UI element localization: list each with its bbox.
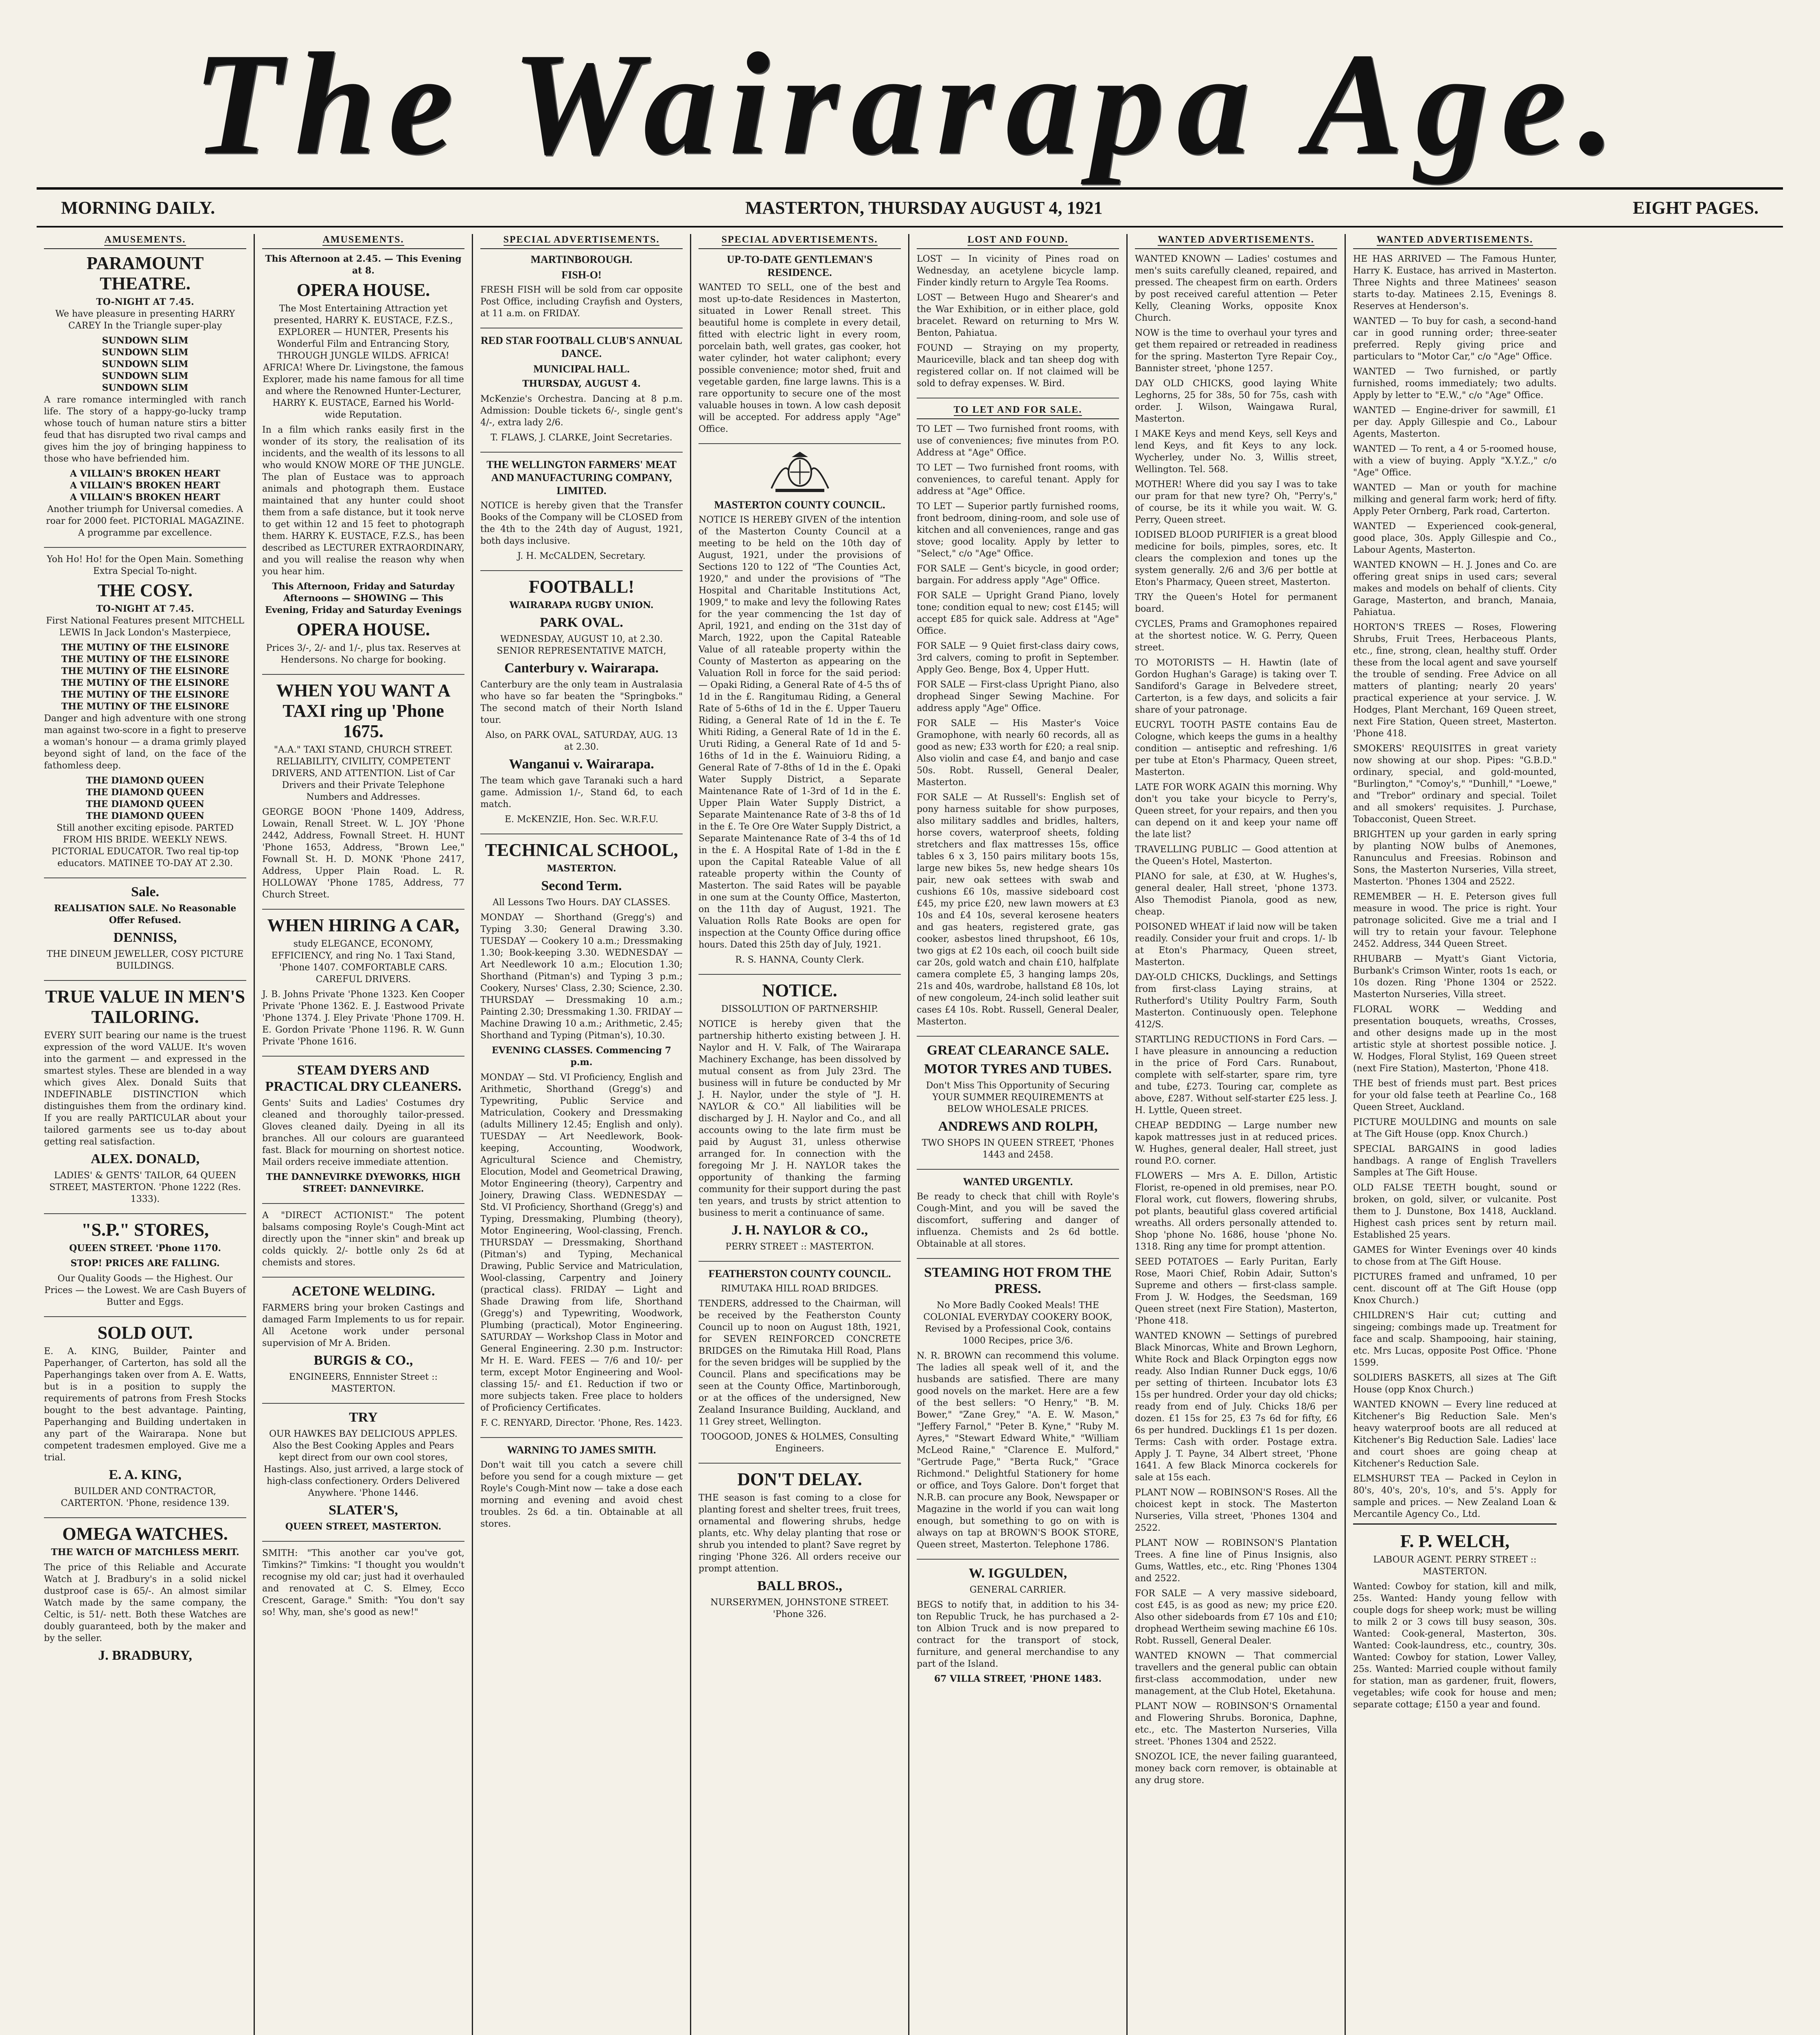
labour-agent-ad — [1353, 1523, 1557, 1719]
classified-item: BRIGHTEN up your garden in early spring by planting NOW bulbs of Anemones, Ranunculus and Freesias. Robinson and Sons, the Masterton Nurseries, Villa street, Masterton. 'Phones 1304 and 2522. — [1353, 829, 1557, 887]
classified-item: OLD FALSE TEETH bought, sound or broken, on gold, silver, or vulcanite. Post them to J. Dunstone, Box 1418, Auckland. Highest cash prices sent by return mail. Established 25 years. — [1353, 1183, 1557, 1240]
ad-text: The price of this Reliable and Accurate Watch at J. Bradbury's in a solid nickel dustproof case is 65/-. An almost similar Watch made by the same company, the Celtic, is 51/- nett. Both these Watches are doubly guaranteed, both by the maker and by the seller. — [44, 1562, 246, 1643]
ad-text: MONDAY — Std. VI Proficiency, English and Arithmetic, Shorthand (Gregg's) and Typewriting, Public Service and Matriculation, Cookery and Dressmaking (adults Millinery 12.45; English and only). TUESDAY — Art Needlework, Book-keeping, Accounting, Woodwork, Agricultural Science and Chemistry, Elocution, Model and Geometrical Drawing, Motor Engineering (theory), Carpentry and Joinery, Drawing Class. WEDNESDAY — Std. VI Proficiency, Shorthand (Gregg's) and Typing, Dressmaking, Plumbing (theory), Motor Engineering, Wool-classing, French. THURSDAY — Dressmaking, Shorthand (Pitman's) and Typing, Mechanical Drawing, Public Service and Matriculation, Wool-classing, Carpentry and Joinery (practical class). FRIDAY — Light and Shade Drawing from life, Shorthand (Gregg's) and Typewriting, Woodwork, Plumbing (practical), Motor Engineering. SATURDAY — Workshop Class in Motor and General Engineering. 2.30 p.m. Instructor: Mr H. E. Ward. FEES — 7/6 and 10/- per term, except Motor Engineering and Wool-classing 15/- and £1. Reduction if two or more subjects taken. Free place to holders of Proficiency Certificates. — [480, 1072, 683, 1413]
ad-title: WARNING TO JAMES SMITH. — [507, 1444, 656, 1456]
film-title: THE DIAMOND QUEEN — [86, 775, 204, 786]
ad-text: Yoh Ho! Ho! for the Open Main. Something Extra Special To-night. — [46, 554, 244, 576]
film-title: SUNDOWN SLIM — [102, 335, 188, 346]
ad-title: PARAMOUNT THEATRE. — [86, 253, 204, 293]
classified-item: RHUBARB — Myatt's Giant Victoria, Burbank's Crimson Winter, roots 1s each, or 10s dozen. Ring 'Phone 1304 or 2522. Masterton Nurseries, Villa street. — [1353, 954, 1557, 1000]
ad-title: OPERA HOUSE. — [296, 280, 430, 300]
classified-item: FLORAL WORK — Wedding and presentation bouquets, wreaths, Crosses, and other designs made up in the most artistic style at shortest possible notice. J. W. Hodges, Floral Stylist, 169 Queen street (next Fire Station), Masterton, 'Phone 418. — [1353, 1004, 1557, 1074]
classified-item: TRAVELLING PUBLIC — Good attention at the Queen's Hotel, Masterton. — [1135, 845, 1337, 867]
film-title: SUNDOWN SLIM — [102, 347, 188, 358]
ad-time: THURSDAY, AUGUST 4. — [522, 379, 641, 389]
column-lost-found — [909, 234, 1128, 2035]
column-amusements-1 — [37, 234, 255, 2035]
classified-item: CHILDREN'S Hair cut; cutting and singeing; combings made up. Treatment for face and scalp. Shampooing, hair staining, etc. Mrs Lucas, opposite Post Office. 'Phone 1599. — [1353, 1311, 1557, 1368]
column-header: SPECIAL ADVERTISEMENTS. — [480, 234, 683, 249]
ad-subtitle: PARK OVAL. — [540, 615, 623, 630]
let-list — [917, 404, 1119, 1037]
film-title: A VILLAIN'S BROKEN HEART — [70, 492, 221, 503]
redstar-ad — [480, 334, 683, 453]
ad-title: Sale. — [131, 884, 159, 899]
ad-text: EVERY SUIT bearing our name is the truest expression of the word VALUE. It's woven into the garment — and expressed in the smartest styles. These are blended in a way which gives Alex. Donald Suits that INDEFINABLE DISTINCTION which distinguishes them from the ordinary kind. If you are really PARTICULAR about your tailored garments see us to-day about getting real satisfaction. — [44, 1031, 246, 1147]
classified-item: WANTED KNOWN — That commercial travellers and the general public can obtain first-class accommodation, under new management, at the Club Hotel, Eketahuna. — [1135, 1651, 1337, 1696]
ad-text: NOTICE IS HEREBY GIVEN of the intention of the Masterton County Council at a meeting to be held on the 10th day of August, 1921, under the provisions of Sections 120 to 122 of "The Counties Act, 1920," and under the provisions of "The Hospital and Charitable Institutions Act, 1909," to make and levy the following Rates for the year commencing the 1st day of April, 1921, and ending on the 31st day of March, 1922, upon the Capital Rateable Value of all rateable property within the County of Masterton as appearing on the Valuation Roll in force for the said period: — Opaki Riding, a General Rate of 4-5 ths of 1d in the £. Rangitumau Riding, a General Rate of 5-6ths of 1d in the £. Upper Taueru Riding, a General Rate of 1d in the £. Te Whiti Riding, a General Rate of 1d in the £. Uruti Riding, a General Rate of 1d and 5-16ths of 1d in the £. Wainuioru Riding, a General Rate of 7-8ths of 1d in the £. Opaki Water Supply District, a Separate Maintenance Rate of 1-3rd of 1d in the £. Upper Plain Water Supply District, a Separate Maintenance Rate of 3-8 ths of 1d in the £. Te Ore Ore Water Supply District, a Separate Maintenance Rate of 3-4 ths of 1d in the £. A Hospital Rate of 1-8d in the £ upon the Capital Rateable Value of all rateable property within the County of Masterton. The said Rates will be payable in one sum at the County Office, Masterton, on the 11th day of August, 1921. The Valuation Rolls Rate Books are open for inspection at the County Office during office hours. Dated this 25th day of July, 1921. — [699, 515, 901, 950]
lost-list — [917, 253, 1119, 398]
ad-text: Still another exciting episode. PARTED FROM HIS BRIDE. WEEKLY NEWS. PICTORIAL EDUCATOR. Two real tip-top educators. MATINEE TO-DAY AT 2.30. — [51, 823, 239, 869]
classified-item: ELMSHURST TEA — Packed in Ceylon in 80's, 40's, 20's, 10's, and 5's. Apply for sample and prices. — New Zealand Loan & Mercantile Agency Co., Ltd. — [1353, 1474, 1557, 1519]
film-title: A VILLAIN'S BROKEN HEART — [70, 468, 221, 479]
ad-subtitle: RIMUTAKA HILL ROAD BRIDGES. — [721, 1284, 879, 1294]
classified-item: STARTLING REDUCTIONS in Ford Cars. — I have pleasure in announcing a reduction in the price of Ford Cars. Runabout, complete with self-starter, spare rim, tyre and tube, £273. Touring car, complete as above, £287. Without self-starter £25 less. J. H. Lyttle, Queen street. — [1135, 1035, 1337, 1116]
classified-item: PICTURES framed and unframed, 10 per cent. discount off at The Gift House (opp Knox Church.) — [1353, 1272, 1557, 1306]
ad-text: Our Quality Goods — the Highest. Our Prices — the Lowest. We are Cash Buyers of Butter and Eggs. — [44, 1274, 246, 1307]
ad-title: DON'T DELAY. — [737, 1469, 862, 1489]
ad-text: First National Features present MITCHELL LEWIS In Jack London's Masterpiece, — [46, 616, 244, 638]
ad-text: BEGS to notify that, in addition to his 34-ton Republic Truck, he has purchased a 2-ton Albion Truck and is now prepared to contract for the transport of stock, furniture, and general merchandise to any part of the Island. — [917, 1600, 1119, 1669]
ad-title: GREAT CLEARANCE SALE. — [926, 1043, 1109, 1058]
ad-text: No More Badly Cooked Meals! THE COLONIAL EVERYDAY COOKERY BOOK, Revised by a Professional Cook, contains 1000 Recipes, price 3/6. — [923, 1300, 1113, 1346]
dateline-right: EIGHT PAGES. — [1633, 197, 1759, 218]
advertiser-name: ANDREWS AND ROLPH, — [938, 1119, 1098, 1134]
classified-item: TO LET — Two furnished front rooms, with use of conveniences; five minutes from P.O. Address at "Age" Office. — [917, 424, 1119, 458]
farmers-ad — [480, 458, 683, 571]
ad-title: UP-TO-DATE GENTLEMAN'S RESIDENCE. — [727, 254, 873, 278]
film-title: SUNDOWN SLIM — [102, 383, 188, 393]
actionist-ad — [262, 1210, 464, 1278]
columns — [37, 234, 1783, 2035]
film-title: A VILLAIN'S BROKEN HEART — [70, 480, 221, 491]
classified-item: FOR SALE — His Master's Voice Gramophone, with nearly 60 records, all as good as new; £33 worth for £20; a real snip. Also violin and case £4, and banjo and case 50s. Robt. Russell, General Dealer, Masterton. — [917, 718, 1119, 788]
ad-title: STEAM DYERS AND PRACTICAL DRY CLEANERS. — [265, 1063, 462, 1094]
classified-item: REMEMBER — H. E. Peterson gives full measure in wood. The price is right. Your patronage solicited. Give me a trial and I will try to retain your favour. Telephone 2452. Address, 344 Queen Street. — [1353, 892, 1557, 949]
ad-time: TO-NIGHT AT 7.45. — [96, 604, 194, 614]
ad-text: TENDERS, addressed to the Chairman, will be received by the Featherston County Council up to noon on August 18th, 1921, for SEVEN REINFORCED CONCRETE BRIDGES on the Rimutaka Hill Road, Plans for the seven bridges will be supplied by the Council. Plans and specifications may be seen at the County Office, Martinborough, or at the offices of the undersigned, New Zealand Insurance Building, Auckland, and 11 Grey street, Wellington. — [699, 1299, 901, 1427]
ad-text: "A.A." TAXI STAND, CHURCH STREET. RELIABILITY, CIVILITY, COMPETENT DRIVERS, AND ATTENTION. List of Car Drivers and their Private Telephone Numbers and Addresses. — [272, 745, 455, 802]
ad-signature: T. FLAWS, J. CLARKE, Joint Secretaries. — [491, 433, 672, 443]
classified-item: TO LET — Superior partly furnished rooms, front bedroom, dining-room, and sole use of kitchen and all conveniences, range and gas stove; good locality. Apply by letter to "Select," c/o "Age" Office. — [917, 501, 1119, 559]
ad-text: WANTED TO SELL, one of the best and most up-to-date Residences in Masterton, situated in Lower Renall street. This beautiful home is complete in every detail, fitted with electric light in every room, porcelain bath, well grates, gas cooker, hot water cylinder, hot water caliphont; every possible convenience; motor shed, fruit and vegetable garden, fine large lawns. This is a rare opportunity to secure one of the most valuable houses in town. A low cash deposit will be accepted. For address apply "Age" Office. — [699, 282, 901, 434]
ad-text: The team which gave Taranaki such a hard game. Admission 1/-, Stand 6d, to each match. — [480, 776, 683, 810]
press-ad — [917, 1265, 1119, 1560]
ad-title: THE COSY. — [97, 580, 193, 600]
ad-signature: J. H. McCALDEN, Secretary. — [517, 551, 646, 561]
stores-ad — [44, 1220, 246, 1317]
ad-signature: F. C. RENYARD, Director. 'Phone, Res. 1423. — [480, 1418, 683, 1428]
ad-text: McKenzie's Orchestra. Dancing at 8 p.m. Admission: Double tickets 6/-, single gent's 4/-, extra lady 2/6. — [480, 394, 683, 428]
ad-subtitle: MASTERTON. — [547, 863, 616, 874]
ad-text: Be ready to check that chill with Royle's Cough-Mint, and you will be saved the discomfort, suffering and danger of influenza. Chemists and 2s 6d bottle. Obtainable at all stores. — [917, 1192, 1119, 1249]
ad-text: THE DINEUM JEWELLER, COSY PICTURE BUILDINGS. — [46, 949, 244, 971]
column-special-2 — [691, 234, 909, 2035]
ad-text: NURSERYMEN, JOHNSTONE STREET. 'Phone 326. — [710, 1597, 889, 1619]
film-title: THE MUTINY OF THE ELSINORE — [61, 689, 229, 700]
ad-subtitle: LABOUR AGENT. PERRY STREET :: MASTERTON. — [1373, 1555, 1537, 1577]
ad-title: WHEN HIRING A CAR, — [267, 915, 460, 935]
classified-item: WANTED — Two furnished, or partly furnished, rooms immediately; two adults. Apply by letter to "E.W.," c/o "Age" Office. — [1353, 367, 1557, 400]
classified-item: WANTED — Man or youth for machine milking and general farm work; herd of fifty. Apply Peter Ornberg, Park road, Carterton. — [1353, 483, 1557, 516]
ad-title: MASTERTON COUNTY COUNCIL. — [714, 499, 885, 511]
classified-item: FOR SALE — 9 Quiet first-class dairy cows, 3rd calvers, coming to profit in September. Apply Geo. Benge, Box 4, Upper Hutt. — [917, 641, 1119, 675]
ad-text: Wanted: Cowboy for station, kill and milk, 25s. Wanted: Handy young fellow with couple dogs for sheep work; must be willing to milk 2 or 3 cows till busy season, 30s. Wanted: Cook-general, Masterton, 30s. Wanted: Cook-laundress, etc., country, 30s. Wanted: Cowboy for station, Lower Valley, 25s. Wanted: Married couple without family for station, man as gardener, fruit, flowers, vegetables; wife cook for house and men; separate cottage; £150 a year and found. — [1353, 1582, 1557, 1710]
column-header: AMUSEMENTS. — [262, 234, 464, 249]
ad-title: OPERA HOUSE. — [296, 619, 430, 639]
ad-text: A rare romance intermingled with ranch life. The story of a happy-go-lucky tramp whose touch of human nature stirs a bitter feud that has disrupted two rival camps and gives him the joy of bringing happiness to those who have befriended him. — [44, 395, 246, 464]
classified-item: WANTED — Engine-driver for sawmill, £1 per day. Apply Gillespie and Co., Labour Agents, Masterton. — [1353, 405, 1557, 439]
ad-title: TRY — [349, 1410, 378, 1425]
omega-ad — [44, 1524, 246, 1671]
ad-title: TRUE VALUE IN MEN'S TAILORING. — [45, 987, 245, 1027]
ad-subtitle: MUNICIPAL HALL. — [533, 363, 630, 375]
advertiser-name: SLATER'S, — [329, 1503, 398, 1518]
ad-text: GEORGE BOON 'Phone 1409, Address, Lowain, Renall Street. W. L. JOY 'Phone 2442, Address, Fownall Street. H. HUNT 'Phone 1653, Address, "Brown Lee," Fownall St. H. D. MONK 'Phone 2417, Address, Upper Plain Road. L. R. HOLLOWAY 'Phone 1785, Address, 77 Church Street. — [262, 807, 464, 900]
ad-text: study ELEGANCE, ECONOMY, EFFICIENCY, and ring No. 1 Taxi Stand, 'Phone 1407. COMFORTABLE CARS. CAREFUL DRIVERS. — [271, 939, 456, 985]
column-header: SPECIAL ADVERTISEMENTS. — [699, 234, 901, 249]
ad-text: E. A. KING, Builder, Painter and Paperhanger, of Carterton, has sold all the Paperhangings taken over from A. E. Watts, but is in a position to supply the requirements of patrons from Fresh Stocks bought to the best advantage. Painting, Paperhanging and Building undertaken in any part of the Wairarapa. None but competent tradesmen employed. Give me a trial. — [44, 1346, 246, 1463]
classified-item: HE HAS ARRIVED — The Famous Hunter, Harry K. Eustace, has arrived in Masterton. Three Nights and three Matinees' season starts to-day. Matinees 2.15, Evenings 8. Reserves at Henderson's. — [1353, 254, 1557, 311]
ad-subtitle: Second Term. — [541, 878, 622, 893]
film-title: SUNDOWN SLIM — [102, 359, 188, 370]
ad-text: PERRY STREET :: MASTERTON. — [725, 1242, 874, 1252]
ad-text: Prices 3/-, 2/- and 1/-, plus tax. Reserves at Hendersons. No charge for booking. — [266, 643, 461, 665]
classified-item: CHEAP BEDDING — Large number new kapok mattresses just in at reduced prices. W. Hughes, general dealer, Hall street, just round P.O. corner. — [1135, 1120, 1337, 1166]
partnership-notice — [699, 980, 901, 1262]
ad-text: FRESH FISH will be sold from car opposite Post Office, including Crayfish and Oysters, at 11 a.m. on FRIDAY. — [480, 285, 683, 319]
smith-ad — [262, 1547, 464, 1626]
soldout-ad — [44, 1323, 246, 1518]
ad-title: WHEN YOU WANT A TAXI ring up 'Phone 1675. — [276, 681, 451, 741]
taxi-ad — [262, 681, 464, 910]
classified-item: FOR SALE — Gent's bicycle, in good order; bargain. For address apply "Age" Office. — [917, 564, 1119, 586]
ad-text: 67 VILLA STREET, 'PHONE 1483. — [934, 1674, 1102, 1684]
classified-item: IODISED BLOOD PURIFIER is a great blood medicine for boils, pimples, sores, etc. It clears the complexion and tones up the system generally. 2/6 and 3/6 per bottle at Eton's Pharmacy, Queen street, Masterton. — [1135, 530, 1337, 587]
classified-item: WANTED — To buy for cash, a second-hand car in good running order; three-seater preferred. Reply giving price and particulars to "Motor Car," c/o "Age" Office. — [1353, 316, 1557, 362]
dateline-left: MORNING DAILY. — [61, 197, 215, 218]
ad-text: A "DIRECT ACTIONIST." The potent balsams composing Royle's Cough-Mint act directly upon the "inner skin" and break up colds quickly. 2/- bottle only 2s 6d at chemists and stores. — [262, 1210, 464, 1268]
ad-text: Gents' Suits and Ladies' Costumes dry cleaned and thoroughly tailor-pressed. Gloves cleaned daily. Dyeing in all its branches. All our colours are guaranteed fast. Black for mourning on shortest notice. Mail orders receive immediate attention. — [262, 1098, 464, 1167]
dateline — [37, 193, 1783, 222]
technical-school-ad — [480, 840, 683, 1438]
classified-item: NOW is the time to overhaul your tyres and get them repaired or retreaded in readiness for the spring. Masterton Tyre Repair Coy., Bannister street, 'phone 1257. — [1135, 328, 1337, 374]
classified-item: HORTON'S TREES — Roses, Flowering Shrubs, Fruit Trees, Herbaceous Plants, etc., fine, strong, clean, healthy stuff. Order these from the local agent and save yourself the trouble of sending. Free Advice on all matters of planting; nearly 20 years' practical experience at your service. J. W. Hodges, Plant Merchant, 169 Queen street, next Fire Station, Queen street, Masterton. 'Phone 418. — [1353, 622, 1557, 739]
column-special-1 — [473, 234, 691, 2035]
ad-time: Also, on PARK OVAL, SATURDAY, AUG. 13 at 2.30. — [485, 730, 678, 752]
ad-title: NOTICE. — [762, 980, 837, 1000]
ad-text: THE DANNEVIRKE DYEWORKS, HIGH STREET: DANNEVIRKE. — [266, 1172, 461, 1194]
advertiser-name: J. BRADBURY, — [98, 1648, 192, 1663]
newspaper-title: The Wairarapa Age. — [193, 22, 1627, 185]
ad-subtitle: WAIRARAPA RUGBY UNION. — [509, 600, 654, 610]
ad-time: TO-NIGHT AT 7.45. — [96, 297, 194, 307]
classified-item: MOTHER! Where did you say I was to take our pram for that new tyre? Oh, "Perry's," of course, be its it while you wait. W. G. Perry, Queen street. — [1135, 479, 1337, 525]
ad-subtitle: EVENING CLASSES. Commencing 7 p.m. — [492, 1045, 671, 1068]
ad-text: TWO SHOPS IN QUEEN STREET, 'Phones 1443 and 2458. — [922, 1138, 1114, 1160]
ad-title: RED STAR FOOTBALL CLUB'S ANNUAL DANCE. — [480, 335, 683, 359]
ad-signature: R. S. HANNA, County Clerk. — [735, 955, 864, 965]
column-wanted-2 — [1346, 234, 1564, 2035]
carrier-ad — [917, 1565, 1119, 1693]
classified-item: WANTED KNOWN — H. J. Jones and Co. are offering great snips in used cars; several makes and models on behalf of clients. City Garage, Masterton, and branch, Manaia, Pahiatua. — [1353, 560, 1557, 617]
film-title: THE MUTINY OF THE ELSINORE — [61, 654, 229, 665]
ad-text: THE season is fast coming to a close for planting forest and shelter trees, fruit trees, ornamental and flowering shrubs, hedge plants, etc. Why delay planting that rose or shrub you intended to plant? Save regret by ringing 'Phone 326. All orders receive our prompt attention. — [699, 1493, 901, 1574]
ad-title: W. IGGULDEN, — [968, 1566, 1067, 1581]
bottom-rule — [37, 226, 1783, 228]
advertiser-name: BURGIS & CO., — [313, 1353, 413, 1368]
classified-item: LOST — In vicinity of Pines road on Wednesday, an acetylene bicycle lamp. Finder kindly return to Argyle Tea Rooms. — [917, 254, 1119, 288]
classified-item: WANTED — Experienced cook-general, good place, 30s. Apply Gillespie and Co., Labour Agents, Masterton. — [1353, 521, 1557, 555]
advertiser-name: F. P. WELCH, — [1400, 1531, 1510, 1551]
county-council-notice — [699, 450, 901, 975]
welding-ad — [262, 1283, 464, 1404]
film-title: THE MUTINY OF THE ELSINORE — [61, 701, 229, 712]
ad-text: QUEEN STREET, MASTERTON. — [285, 1521, 442, 1532]
column-header: AMUSEMENTS. — [44, 234, 246, 249]
ad-text: This Afternoon, Friday and Saturday Afternoons — SHOWING — This Evening, Friday and Saturday Evenings — [265, 581, 462, 615]
section-header: TO LET AND FOR SALE. — [917, 404, 1119, 419]
ad-text: In a film which ranks easily first in the wonder of its story, the realisation of its incidents, and the wealth of its lessons to all who would KNOW MORE OF THE JUNGLE. The plan of Eustace was to approach animals and photograph them. Eustace maintained that any hunter could shoot them from a safe distance, but it took nerve to get within 12 and 15 feet to photograph them. HARRY K. EUSTACE, F.Z.S., has been described as LECTURER EXTRAORDINARY, and you will realise the reason why when you hear him. — [262, 425, 464, 577]
classified-item: I MAKE Keys and mend Keys, sell Keys and lend Keys, and fit Keys to any lock. Wycherley, under No. 3, Willis street, Wellington. Tel. 568. — [1135, 429, 1337, 475]
ad-title: MARTINBOROUGH. — [530, 254, 633, 265]
warning-ad — [480, 1444, 683, 1538]
classified-item: DAY OLD CHICKS, good laying White Leghorns, 25 for 38s, 50 for 75s, cash with order. J. Wilson, Waingawa Rural, Masterton. — [1135, 379, 1337, 424]
classified-item: LATE FOR WORK AGAIN this morning. Why don't you take your bicycle to Perry's, Queen street, for your repairs, and then you can depend on it and keep your name off the late list? — [1135, 782, 1337, 840]
classified-item: TO MOTORISTS — H. Hawtin (late of Gordon Hughan's Garage) is taking over T. Sandiford's Garage in Belvedere street, Carterton, is a few days, and solicits a fair share of your patronage. — [1135, 658, 1337, 715]
classified-item: EUCRYL TOOTH PASTE contains Eau de Cologne, which keeps the gums in a healthy condition — antiseptic and refreshing. 1/6 per tube at Eton's Pharmacy, Queen street, Masterton. — [1135, 720, 1337, 777]
ad-title: SOLD OUT. — [97, 1323, 193, 1343]
classified-item: CYCLES, Prams and Gramophones repaired at the shortest notice. W. G. Perry, Queen street. — [1135, 619, 1337, 653]
classified-item: FOR SALE — First-class Upright Piano, also drophead Singer Sewing Machine. For address apply "Age" Office. — [917, 680, 1119, 713]
ad-text: The Most Entertaining Attraction yet presented, HARRY K. EUSTACE, F.Z.S., EXPLORER — HUNTER, Presents his Wonderful Film and Entrancing Story, THROUGH JUNGLE WILDS. AFRICA! AFRICA! Where Dr. Livingstone, the famous Explorer, made his name famous for all time and where the Renowned Hunter-Lecturer, HARRY K. EUSTACE, Earned his World-wide Reputation. — [263, 304, 464, 420]
football-ad — [480, 577, 683, 834]
classified-item: PICTURE MOULDING and mounts on sale at The Gift House (opp. Knox Church.) — [1353, 1117, 1557, 1139]
classified-item: PLANT NOW — ROBINSON'S Roses. All the choicest kept in stock. The Masterton Nurseries, Villa street, 'Phones 1304 and 2522. — [1135, 1488, 1337, 1533]
classified-item: PLANT NOW — ROBINSON'S Ornamental and Flowering Shrubs. Boronica, Daphne, etc., etc. The Masterton Nurseries, Villa street. 'Phones 1304 and 2522. — [1135, 1701, 1337, 1747]
advertiser-name: BALL BROS., — [757, 1578, 842, 1593]
wanted-urgently-ad — [917, 1175, 1119, 1259]
ad-text: MONDAY — Shorthand (Gregg's) and Typing 3.30; General Drawing 3.30. TUESDAY — Cookery 10 a.m.; Dressmaking 1.30; Book-keeping 3.30. WEDNESDAY — Art Needlework 10 a.m.; Elocution 1.30; Shorthand (Pitman's) and Typing 3 p.m.; Cookery, Nurses' Class, 2.30; Science, 2.30. THURSDAY — Dressmaking 10 a.m.; Painting 2.30; Dressmaking 1.30. FRIDAY — Machine Drawing 10 a.m.; Arithmetic, 2.45; Shorthand and Typing (Pitman's), 10.30. — [480, 912, 683, 1041]
paramount-ad — [44, 253, 246, 548]
ad-time: This Afternoon at 2.45. — This Evening at 8. — [265, 254, 462, 276]
film-title: SUNDOWN SLIM — [102, 371, 188, 381]
ad-text: OUR HAWKES BAY DELICIOUS APPLES. Also the Best Cooking Apples and Pears kept direct from our own cool stores, Hastings. Also, just arrived, a large stock of high-class confectionery. Orders Delivered Anywhere. 'Phone 1446. — [263, 1429, 463, 1498]
ad-title: TECHNICAL SCHOOL, — [485, 840, 678, 860]
film-title: THE MUTINY OF THE ELSINORE — [61, 666, 229, 676]
dyers-ad — [262, 1062, 464, 1204]
top-rule — [37, 187, 1783, 190]
dateline-center: MASTERTON, THURSDAY AUGUST 4, 1921 — [745, 197, 1103, 218]
ad-text: NOTICE is hereby given that the Transfer Books of the Company will be CLOSED from the 4th to the 24th day of August, 1921, both days inclusive. — [480, 501, 683, 546]
classified-item: FLOWERS — Mrs A. E. Dillon, Artistic Florist, re-opened in old premises, near P.O. Floral work, cut flowers, flowering shrubs, pot plants, beautiful glass covered artificial wreaths. All orders personally attended to. Shop 'phone No. 1686, house 'phone No. 1318. Ring any time for prompt attention. — [1135, 1171, 1337, 1252]
classified-item: LOST — Between Hugo and Shearer's and the War Exhibition, or in either place, gold bracelet. Reward on returning to Mrs W. Benton, Pahiatua. — [917, 293, 1119, 338]
ad-subtitle: GENERAL CARRIER. — [969, 1585, 1067, 1595]
match-title: Wanganui v. Wairarapa. — [509, 757, 654, 772]
advertiser-name: DENNISS, — [113, 930, 177, 945]
ad-title: FEATHERSTON COUNTY COUNCIL. — [708, 1268, 891, 1280]
ad-text: J. B. Johns Private 'Phone 1323. Ken Cooper Private 'Phone 1362. E. J. Eastwood Private 'Phone 1374. J. Eley Private 'Phone 1709. H. E. Gordon Private 'Phone 1196. R. W. Gunn Private 'Phone 1616. — [262, 989, 464, 1047]
ad-text: All Lessons Two Hours. DAY CLASSES. — [493, 897, 670, 908]
film-title: THE DIAMOND QUEEN — [86, 787, 204, 798]
ad-text: N. R. BROWN can recommend this volume. The ladies all speak well of it, and the husbands are satisfied. There are many good novels on the market. Here are a few of the best sellers: "O Henry," "B. M. Bower," "Zane Grey," "A. E. W. Mason," "Jeffery Farnol," "Peter B. Kyne," "Ruby M. Ayres," "Stewart Edward White," "William McLeod Raine," "Clarence E. Mulford," "Gertrude Page," "Berta Ruck," "Grace Richmond." Delightful Stationery for home or office, and Toys Galore. Don't forget that N.R.B. can procure any Book, Newspaper or Magazine in the world if you can wait long enough, but something to go on with is always on tap at BROWN'S BOOK STORE, Queen street, Masterton. Telephone 1786. — [917, 1351, 1119, 1550]
ad-text: Another triumph for Universal comedies. A roar for 2000 feet. PICTORIAL MAGAZINE. A programme par excellence. — [46, 504, 245, 538]
classified-item: DAY-OLD CHICKS, Ducklings, and Settings from first-class Laying strains, at Rutherford's Utility Poultry Farm, South Masterton. Continuously open. Telephone 412/S. — [1135, 972, 1337, 1030]
ad-text: FARMERS bring your broken Castings and damaged Farm Implements to us for repair. All Acetone work under personal supervision of Mr A. Briden. — [262, 1303, 464, 1348]
sale-ad — [44, 884, 246, 981]
ad-subtitle: MOTOR TYRES AND TUBES. — [924, 1061, 1112, 1077]
clearance-ad — [917, 1042, 1119, 1170]
advertiser-name: J. H. NAYLOR & CO., — [732, 1223, 868, 1238]
classified-item: WANTED — To rent, a 4 or 5-roomed house, with a view of buying. Apply "X.Y.Z.," c/o "Age" Office. — [1353, 444, 1557, 478]
column-header: WANTED ADVERTISEMENTS. — [1353, 234, 1557, 249]
opera-house-ad — [262, 253, 464, 675]
coat-of-arms-icon — [699, 450, 901, 495]
ad-signature: E. McKENZIE, Hon. Sec. W.R.F.U. — [504, 814, 659, 825]
classified-item: WANTED KNOWN — Ladies' costumes and men's suits carefully cleaned, repaired, and pressed. The cheapest firm on earth. Orders by post received careful attention — Peter Kelly, Cleaning Works, opposite Knox Church. — [1135, 254, 1337, 323]
classified-item: TO LET — Two furnished front rooms, with conveniences, to careful tenant. Apply for address at "Age" Office. — [917, 463, 1119, 497]
ad-title: OMEGA WATCHES. — [62, 1524, 228, 1544]
cosy-ad — [44, 554, 246, 878]
column-wanted-1 — [1128, 234, 1346, 2035]
ad-subtitle: DISSOLUTION OF PARTNERSHIP. — [721, 1004, 878, 1014]
classified-item: FOUND — Straying on my property, Mauriceville, black and tan sheep dog with registered collar on. If not claimed will be sold to defray expenses. W. Bird. — [917, 343, 1119, 389]
delay-ad — [699, 1469, 901, 1628]
ad-text: Danger and high adventure with one strong man against two-score in a fight to preserve a woman's honour — a drama grimly played beyond sight of land, on the face of the fathomless deep. — [44, 713, 246, 771]
ad-title: THE WELLINGTON FARMERS' MEAT AND MANUFACTURING COMPANY, LIMITED. — [486, 459, 677, 497]
classified-item: THE best of friends must part. Best prices for your old false teeth at Pearline Co., 168 Queen Street, Auckland. — [1353, 1079, 1557, 1112]
advertiser-name: E. A. KING, — [109, 1467, 182, 1482]
masthead — [49, 24, 1771, 183]
ad-title: WANTED URGENTLY. — [963, 1176, 1073, 1188]
ad-text: NOTICE is hereby given that the partnership hitherto existing between J. H. Naylor and H. V. Falk, of The Wairarapa Machinery Exchange, has been dissolved by mutual consent as from July 23rd. The business will in future be conducted by Mr J. H. Naylor, under the style of "J. H. NAYLOR & CO." All liabilities will be discharged by J. H. Naylor and Co., and all accounts owing to the late firm must be paid by August 31, unless otherwise arranged for. In connection with the foregoing Mr J. H. NAYLOR takes the opportunity of thanking the farming community for their support during the past ten years, and trusts by strict attention to business to merit a continuance of same. — [699, 1019, 901, 1218]
ad-title: ACETONE WELDING. — [291, 1284, 435, 1299]
classified-item: POISONED WHEAT if laid now will be taken readily. Consider your fruit and crops. 1/- lb at Eton's Pharmacy, Queen street, Masterton. — [1135, 922, 1337, 967]
classified-item: WANTED KNOWN — Settings of purebred Black Minorcas, White and Brown Leghorn, White Rock and Black Orpington eggs now ready. Also Indian Runner Duck eggs, 10/6 per setting of thirteen. Incubator lots £3 15s per hundred. Order your day old chicks; ready from end of July. Chicks 18/6 per dozen. £1 15s for 25, £3 7s 6d for fifty, £6 6s per hundred. Ducklings £1 1s per dozen. Terms: Cash with order. Postage extra. Apply J. T. Payne, 34 Albert street, 'Phone 1641. A few Black Minorca cockerels for sale at 15s each. — [1135, 1331, 1337, 1483]
match-title: Canterbury v. Wairarapa. — [504, 661, 659, 676]
classified-item: FOR SALE — Upright Grand Piano, lovely tone; condition equal to new; cost £145; will accept £85 for quick sale. Address at "Age" Office. — [917, 591, 1119, 636]
column-header: LOST AND FOUND. — [917, 234, 1119, 249]
classified-item: FOR SALE — At Russell's: English set of pony harness suitable for show purposes, also military saddles and bridles, halters, horse covers, waterproof sheets, folding stretchers and flax mattresses 15s, office tables 6 x 3, 150 pairs military boots 15s, large new bikes 5s, new hedge shears 10s pair, new oak settees with swab and cushions £6 10s, massive sideboard cost £45, my price £20, new lawn mowers at £3 10s and £4 10s, several kerosene heaters and gas heaters, registered grate, gas cooker, asbestos lined thrupshoot, £6 10s, two gigs at £2 10s each, oil cooch built side car 20s, gold watch and chain £10, halfplate camera complete £5, 3 hanging lamps 20s, 21s and 40s, wardrobe, hallstand £8 10s, lot of new congoleum, 24-inch solid leather suit cases £4 10s. Robt. Russell, General Dealer, Masterton. — [917, 792, 1119, 1027]
film-title: THE MUTINY OF THE ELSINORE — [61, 642, 229, 653]
ad-title: "S.P." STORES, — [81, 1220, 209, 1240]
classified-item: SMOKERS' REQUISITES in great variety now showing at our shop. Pipes: "G.B.D." ordinary, special, and gold-mounted, "Burlington," "Comoy's," "Dunhill," "Loewe," and "Trebor" ordinary and special. Toilet and all smokers' requisites. J. Purchase, Tobacconist, Queen Street. — [1353, 744, 1557, 825]
ad-signature: TOOGOOD, JONES & HOLMES, Consulting Engineers. — [701, 1432, 899, 1454]
classified-item: FOR SALE — A very massive sideboard, cost £45, is as good as new; my price £20. Also other sideboards from £7 10s and £10; drophead Wertheim sewing machine £6 10s. Robt. Russell, General Dealer. — [1135, 1589, 1337, 1646]
residence-ad — [699, 253, 901, 444]
classified-item: SPECIAL BARGAINS in good ladies handbags. A range of English Travellers Samples at The Gift House. — [1353, 1144, 1557, 1178]
classified-item: WANTED KNOWN — Every line reduced at Kitchener's Big Reduction Sale. Men's heavy waterproof boots are all reduced at Kitchener's Big Reduction Sale. Ladies' lace and court shoes are going cheap at Kitchener's Reduction Sale. — [1353, 1400, 1557, 1469]
ad-title: FOOTBALL! — [528, 577, 635, 597]
classified-item: PLANT NOW — ROBINSON'S Plantation Trees. A fine line of Pinus Insignis, also Gums, Wattles, etc., etc. Ring 'Phones 1304 and 2522. — [1135, 1538, 1337, 1584]
ad-text: Canterbury are the only team in Australasia who have so far beaten the "Springboks." The second match of their North Island tour. — [480, 680, 683, 725]
ad-text: LADIES' & GENTS' TAILOR, 64 QUEEN STREET, MASTERTON. 'Phone 1222 (Res. 1333). — [49, 1171, 241, 1204]
featherston-notice — [699, 1267, 901, 1464]
ad-text: QUEEN STREET. 'Phone 1170. — [69, 1243, 221, 1254]
ad-text: THE WATCH OF MATCHLESS MERIT. — [51, 1547, 239, 1558]
ad-text: REALISATION SALE. No Reasonable Offer Refused. — [54, 903, 237, 926]
classified-item: TRY the Queen's Hotel for permanent board. — [1135, 592, 1337, 614]
ad-text: We have pleasure in presenting HARRY CAREY In the Triangle super-play — [55, 309, 235, 331]
ad-text: Don't Miss This Opportunity of Securing YOUR SUMMER REQUIREMENTS at BELOW WHOLESALE PRICES. — [926, 1081, 1110, 1114]
ad-text: SMITH: "This another car you've got, Timkins?" Timkins: "I thought you wouldn't recognise my old car; just had it overhauled and renovated at C. S. Elmey, Ecco Crescent, Garage." Smith: "You don't say so! Why, man, she's good as new!" — [262, 1548, 464, 1617]
classified-item: SOLDIERS BASKETS, all sizes at The Gift House (opp Knox Church.) — [1353, 1373, 1557, 1395]
martinborough-ad — [480, 253, 683, 328]
hiring-ad — [262, 915, 464, 1057]
classified-item: PIANO for sale, at £30, at W. Hughes's, general dealer, Hall street, 'phone 1373. Also Themodist Pianola, good as new, cheap. — [1135, 871, 1337, 917]
advertiser-name: ALEX. DONALD, — [90, 1151, 200, 1166]
column-header: WANTED ADVERTISEMENTS. — [1135, 234, 1337, 249]
ad-subtitle: FISH-O! — [561, 269, 602, 281]
column-amusements-2 — [255, 234, 473, 2035]
ad-text: Don't wait till you catch a severe chill before you send for a cough mixture — get Royle's Cough-Mint now — take a dose each morning and evening and avoid chest troubles. 2s 6d. a tin. Obtainable at all stores. — [480, 1460, 683, 1529]
ad-text: STOP! PRICES ARE FALLING. — [70, 1258, 220, 1269]
apples-ad — [262, 1409, 464, 1542]
classified-item: SNOZOL ICE, the never failing guaranteed, money back corn remover, is obtainable at any drug store. — [1135, 1752, 1337, 1786]
tailoring-ad — [44, 987, 246, 1214]
film-title: THE MUTINY OF THE ELSINORE — [61, 678, 229, 688]
classified-item: SEED POTATOES — Early Puritan, Early Rose, Maori Chief, Robin Adair, Sutton's Supreme and others — first-class sample. From J. W. Hodges, the Seedsman, 169 Queen street (next Fire Station), Masterton, 'Phone 418. — [1135, 1257, 1337, 1326]
film-title: THE DIAMOND QUEEN — [86, 799, 204, 810]
film-title: THE DIAMOND QUEEN — [86, 811, 204, 821]
ad-title: STEAMING HOT FROM THE PRESS. — [924, 1265, 1112, 1296]
classified-item: GAMES for Winter Evenings over 40 kinds to chose from at The Gift House. — [1353, 1245, 1557, 1267]
ad-text: BUILDER AND CONTRACTOR, CARTERTON. 'Phone, residence 139. — [61, 1486, 230, 1508]
ad-text: ENGINEERS, Ennnister Street :: MASTERTON. — [289, 1372, 438, 1394]
ad-time: WEDNESDAY, AUGUST 10, at 2.30. SENIOR REPRESENTATIVE MATCH, — [497, 634, 666, 656]
